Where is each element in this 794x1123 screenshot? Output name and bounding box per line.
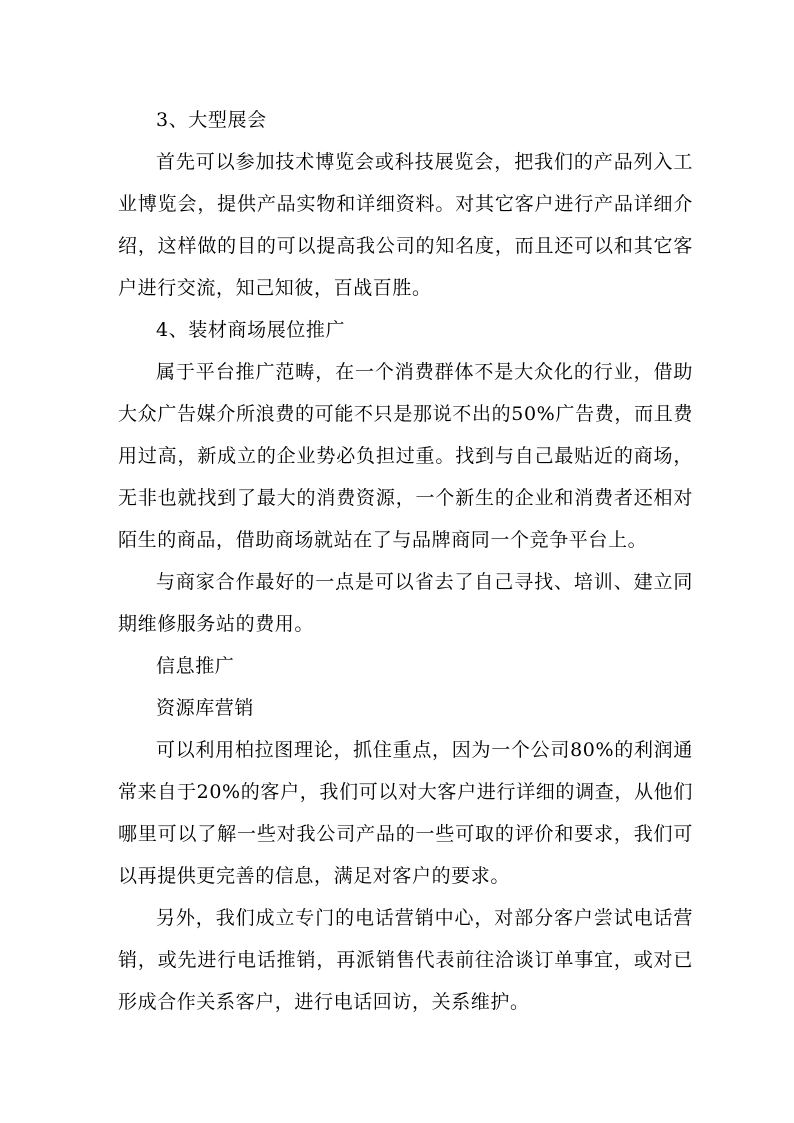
- section-heading-info-promotion: 信息推广: [156, 655, 235, 677]
- section-heading-mall-booth: 4、装材商场展位推广: [156, 319, 346, 341]
- paragraph-merchant-cooperation: 与商家合作最好的一点是可以省去了自己寻找、培训、建立同期维修服务站的费用。: [118, 571, 693, 635]
- section-heading-exhibition: 3、大型展会: [156, 109, 267, 131]
- document-body: [118, 99, 693, 1023]
- paragraph-telemarketing: 另外，我们成立专门的电话营销中心，对部分客户尝试电话营销，或先进行电话推销，再派销售代表前往洽谈订单事宜，或对已形成合作关系客户，进行电话回访，关系维护。: [118, 907, 693, 1013]
- paragraph-pareto: 可以利用柏拉图理论，抓住重点，因为一个公司80%的利润通常来自于20%的客户，我们可以对大客户进行详细的调查，从他们哪里可以了解一些对我公司产品的一些可取的评价和要求，我们可以再提供更完善的信息，满足对客户的要求。: [118, 739, 693, 887]
- paragraph-mall-booth: 属于平台推广范畴，在一个消费群体不是大众化的行业，借助大众广告媒介所浪费的可能不只是那说不出的50%广告费，而且费用过高，新成立的企业势必负担过重。找到与自己最贴近的商场，无非也就找到了最大的消费资源，一个新生的企业和消费者还相对陌生的商品，借助商场就站在了与品牌商同一个竞争平台上。: [118, 361, 693, 551]
- section-heading-database-marketing: 资源库营销: [156, 697, 255, 719]
- paragraph-exhibition: 首先可以参加技术博览会或科技展览会，把我们的产品列入工业博览会，提供产品实物和详细资料。对其它客户进行产品详细介绍，这样做的目的可以提高我公司的知名度，而且还可以和其它客户进行交流，知己知彼，百战百胜。: [118, 151, 693, 299]
